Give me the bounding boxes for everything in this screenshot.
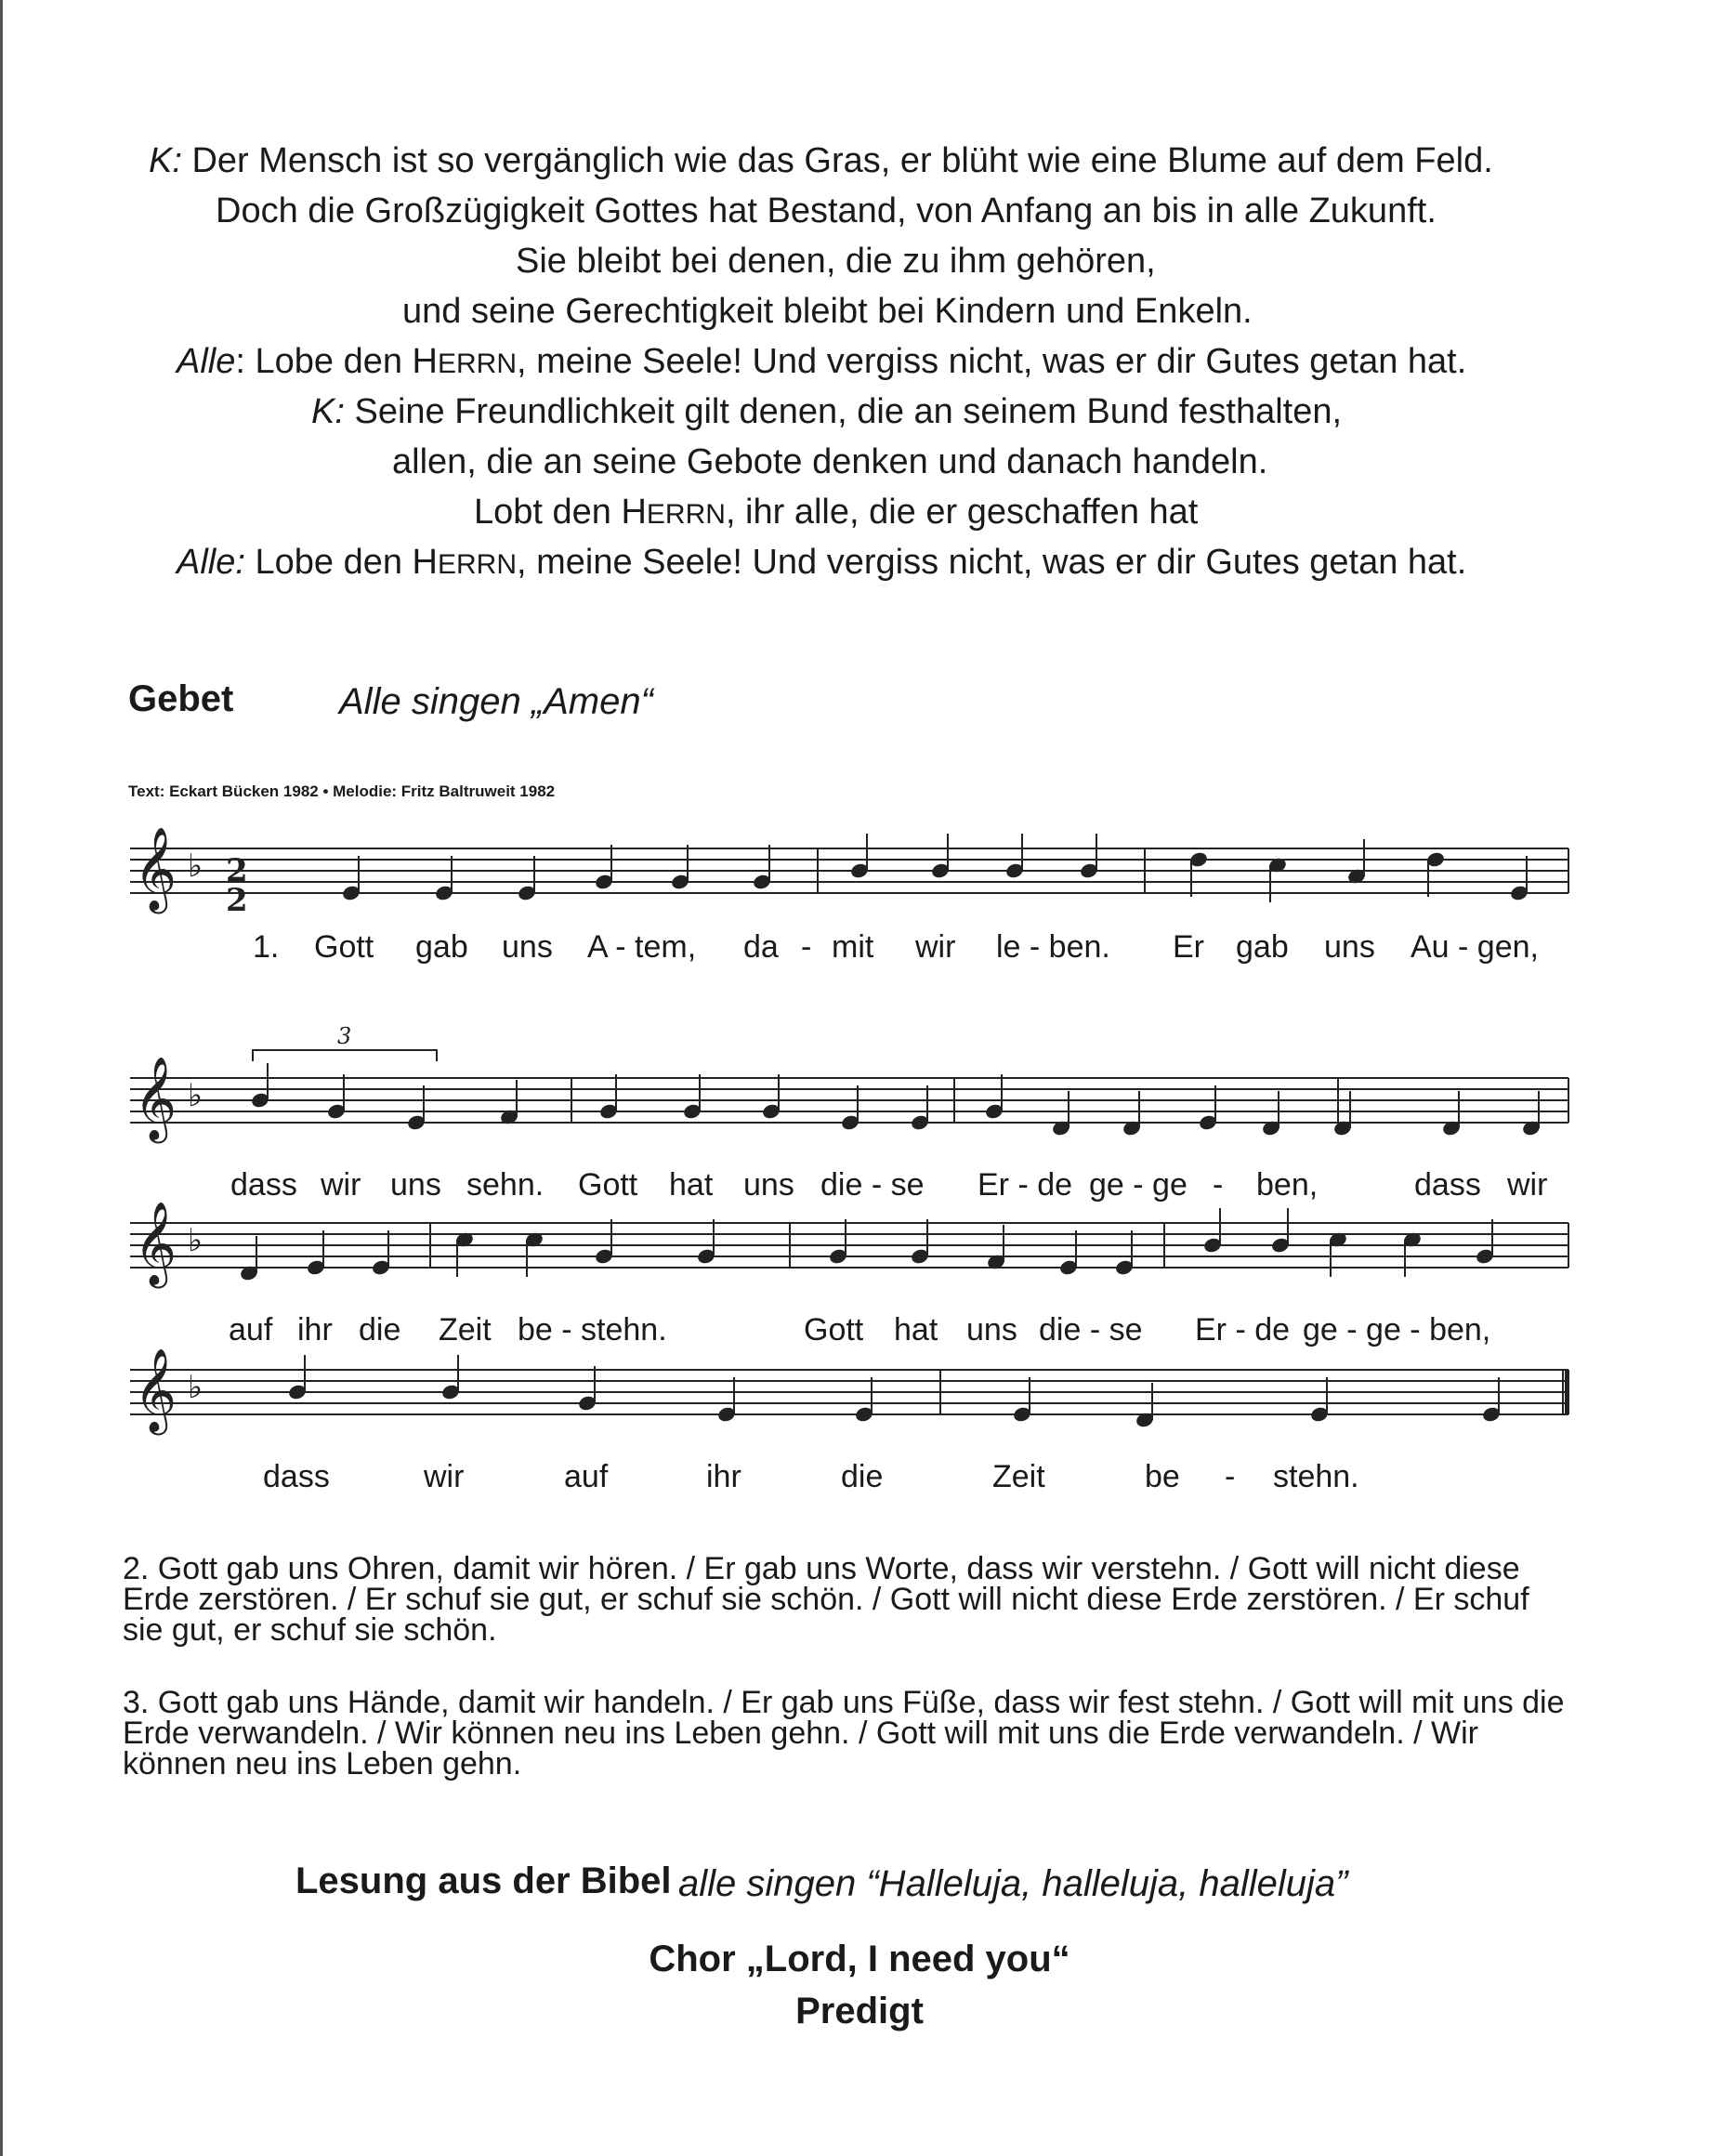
lyric: gab (1236, 929, 1289, 965)
verse-2: 2. Gott gab uns Ohren, damit wir hören. / Er gab uns Worte, dass wir verstehn. / Gott will nicht diese Erde zerstören. / Er schuf sie gut, er schuf sie schön. / Gott will nicht diese Erde zerstören. / Er schuf sie gut, er schuf sie schön. (123, 1551, 1529, 1648)
role-all: Alle (177, 342, 236, 381)
lesung-heading: Lesung aus der Bibel (295, 1860, 672, 1901)
predigt-line: Predigt (795, 1991, 924, 2031)
lyric: dass (1414, 1167, 1481, 1203)
lyric: die (359, 1312, 401, 1348)
treble-clef-icon: 𝄞 (134, 1348, 177, 1432)
treble-clef-icon: 𝄞 (134, 1202, 177, 1285)
psalm-line-8: Lobt den HERRN, ihr alle, die er geschaffen hat (474, 493, 1199, 532)
lyric: be (1145, 1459, 1180, 1494)
chor-line: Chor „Lord, I need you“ (649, 1939, 1070, 1979)
song-score (0, 818, 1719, 1505)
lyric: Au - gen, (1411, 929, 1539, 965)
lyric: ihr (297, 1312, 333, 1348)
lyric: - (801, 929, 812, 965)
psalm-line-4: und seine Gerechtigkeit bleibt bei Kindern und Enkeln. (402, 292, 1253, 331)
triplet-bracket (253, 1050, 437, 1061)
lyric: 1. (253, 929, 280, 965)
lyric: Gott (804, 1312, 864, 1348)
lyric: le - ben. (996, 929, 1110, 965)
triplet-number: 3 (337, 1023, 352, 1049)
key-flat-icon: ♭ (188, 1077, 203, 1114)
lyric: A - tem, (587, 929, 697, 965)
lyric: Gott (314, 929, 374, 965)
lyric: Er - de (978, 1167, 1073, 1203)
lyric: dass (230, 1167, 297, 1203)
key-flat-icon: ♭ (188, 848, 203, 885)
lyric: wir (424, 1459, 465, 1494)
lyric: Zeit (992, 1459, 1045, 1494)
song-credits: Text: Eckart Bücken 1982 • Melodie: Fritz Baltruweit 1982 (128, 782, 556, 800)
lyric: uns (390, 1167, 441, 1203)
time-signature-top: 2 (226, 852, 248, 889)
role-all: Alle: (177, 543, 245, 582)
lyric: hat (894, 1312, 938, 1348)
psalm-line-5: Alle: Lobe den HERRN, meine Seele! Und vergiss nicht, was er dir Gutes getan hat. (177, 342, 1467, 381)
psalm-line-7: allen, die an seine Gebote denken und danach handeln. (392, 442, 1268, 481)
lyric: da (743, 929, 779, 965)
lyric: Gott (578, 1167, 638, 1203)
key-flat-icon: ♭ (188, 1369, 203, 1406)
lyric: die - se (1039, 1312, 1143, 1348)
lyric: dass (263, 1459, 330, 1494)
lyric: ge - ge - ben, (1303, 1312, 1491, 1348)
role-cantor: K: (149, 141, 182, 180)
lyric: sehn. (466, 1167, 545, 1203)
gebet-heading: Gebet (128, 678, 234, 719)
lyric: uns (743, 1167, 794, 1203)
lyric: ihr (706, 1459, 741, 1494)
lyric: mit (832, 929, 874, 965)
lyric: auf (564, 1459, 609, 1494)
key-flat-icon: ♭ (188, 1222, 203, 1259)
lyric: stehn. (1273, 1459, 1359, 1494)
lyric: ge - ge (1089, 1167, 1188, 1203)
lyric: Er - de (1195, 1312, 1291, 1348)
psalm-line-3: Sie bleibt bei denen, die zu ihm gehören, (516, 242, 1156, 281)
lyric: uns (1324, 929, 1375, 965)
lyric: uns (502, 929, 553, 965)
lyric: die (841, 1459, 884, 1494)
lyric: hat (669, 1167, 714, 1203)
lyric: Er (1173, 929, 1204, 965)
lyric: die - se (820, 1167, 925, 1203)
lyric: gab (415, 929, 468, 965)
lyric: be - stehn. (518, 1312, 667, 1348)
lyric: auf (229, 1312, 273, 1348)
lyric: wir (321, 1167, 361, 1203)
lyric: - (1225, 1459, 1236, 1494)
treble-clef-icon: 𝄞 (134, 827, 177, 911)
lyric: wir (915, 929, 956, 965)
role-cantor: K: (311, 392, 345, 431)
lyric: - (1213, 1167, 1224, 1203)
psalm-line-9: Alle: Lobe den HERRN, meine Seele! Und vergiss nicht, was er dir Gutes getan hat. (177, 543, 1467, 582)
treble-clef-icon: 𝄞 (134, 1057, 177, 1140)
lyric: Zeit (439, 1312, 492, 1348)
psalm-line-6: K: Seine Freundlichkeit gilt denen, die an seinem Bund festhalten, (311, 392, 1343, 431)
verse-3: 3. Gott gab uns Hände, damit wir handeln. / Er gab uns Füße, dass wir fest stehn. / Gott will mit uns die Erde verwandeln. / Wir können neu ins Leben gehn. / Gott will mit uns die Erde verwandeln. / Wir können neu ins Leben gehn. (123, 1685, 1565, 1781)
psalm-line-1: K: Der Mensch ist so vergänglich wie das Gras, er blüht wie eine Blume auf dem Feld. (149, 141, 1493, 180)
gebet-note: Alle singen „Amen“ (339, 681, 653, 722)
lesung-note: alle singen “Halleluja, halleluja, halleluja” (678, 1863, 1348, 1904)
lyric: uns (966, 1312, 1017, 1348)
lyric: ben, (1256, 1167, 1319, 1203)
time-signature-bottom: 2 (226, 882, 248, 919)
lyric: wir (1507, 1167, 1548, 1203)
psalm-line-2: Doch die Großzügigkeit Gottes hat Bestand, von Anfang an bis in alle Zukunft. (216, 191, 1437, 230)
final-bar (1565, 1370, 1569, 1414)
